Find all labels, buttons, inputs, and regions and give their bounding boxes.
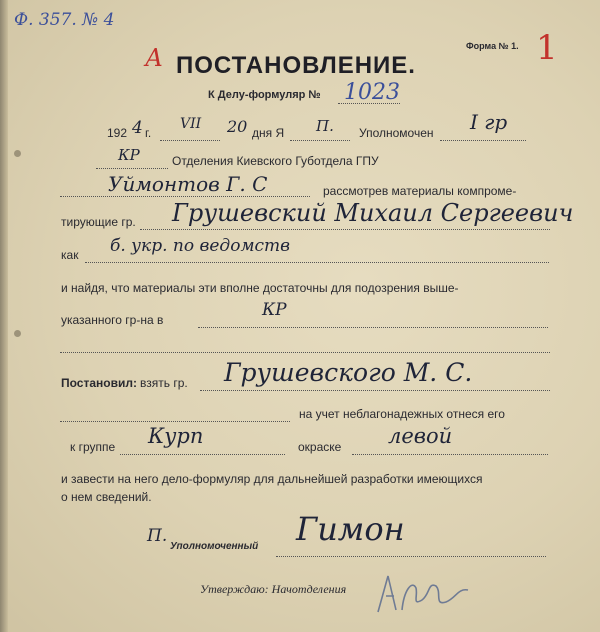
p-line <box>290 140 350 141</box>
p-value: П. <box>316 117 334 135</box>
register-line <box>60 421 290 422</box>
as-value: б. укр. по ведомств <box>110 236 291 256</box>
month-line <box>160 140 220 141</box>
officer-signature: Гимон <box>296 510 405 548</box>
signature-p: П. <box>147 526 168 546</box>
case-number: 1023 <box>344 80 400 105</box>
register-text: на учет неблагонадежных отнеся его <box>299 407 505 421</box>
department-text: Отделения Киевского Губотдела ГПУ <box>172 154 379 168</box>
group-label: к группе <box>70 440 116 454</box>
as-line <box>85 262 549 263</box>
case-label: К Делу-формуляр № <box>208 89 321 101</box>
day-label: дня Я <box>252 126 285 140</box>
group-roman-line <box>440 140 526 141</box>
info-text: о нем сведений. <box>61 490 152 504</box>
day-value: 20 <box>227 117 248 136</box>
red-mark: 1 <box>536 28 558 68</box>
group-roman-value: I гр <box>470 110 508 134</box>
color-value: левой <box>388 424 453 448</box>
authorized-signature-label: Уполномоченный <box>170 541 259 552</box>
resolved-label: Постановил: <box>61 376 137 390</box>
group-line <box>120 454 285 455</box>
color-line <box>352 454 548 455</box>
name-line <box>60 196 310 197</box>
archive-mark: Ф. 357. № 4 <box>14 10 115 30</box>
subject-line <box>140 229 550 230</box>
punch-hole <box>14 150 21 157</box>
in-value: КР <box>262 300 287 320</box>
finding-text: и найдя, что материалы эти вполне достаточны для подозрения выше- <box>61 281 459 295</box>
form-label: Форма № 1. <box>466 41 519 51</box>
considered-text: рассмотрев материалы компроме- <box>323 184 517 198</box>
year-digit: 4 <box>132 118 143 138</box>
page-edge <box>0 0 8 632</box>
in-line <box>198 327 548 328</box>
chief-signature <box>372 566 482 618</box>
mentioned-text: указанного гр-на в <box>61 313 164 327</box>
blank-line <box>60 352 550 353</box>
group-value: Курп <box>148 424 204 448</box>
take-text: взять гр. <box>140 376 188 390</box>
year-suffix: г. <box>145 126 152 140</box>
month-value: VII <box>180 116 202 132</box>
compromising-text: тирующие гр. <box>61 215 136 229</box>
page-title: ПОСТАНОВЛЕНИЕ. <box>176 52 416 79</box>
kr-line <box>96 168 168 169</box>
red-letter-a: А <box>145 44 164 72</box>
open-case-text: и завести на него дело-формуляр для дальнейшей разработки имеющихся <box>61 472 483 486</box>
punch-hole <box>14 330 21 337</box>
officer-name: Уймонтов Г. С <box>108 172 268 196</box>
approval-label: Утверждаю: Начотделения <box>200 582 347 596</box>
kr-value: КР <box>118 146 140 164</box>
signature-line <box>276 556 546 557</box>
take-value: Грушевского М. С. <box>224 358 473 387</box>
year-prefix: 192 <box>107 126 128 140</box>
take-line <box>200 390 550 391</box>
subject-name: Грушевский Михаил Сергеевич <box>172 199 574 227</box>
authorized-label: Уполномочен <box>359 126 434 140</box>
as-label: как <box>61 248 79 262</box>
color-label: окраске <box>298 440 342 454</box>
